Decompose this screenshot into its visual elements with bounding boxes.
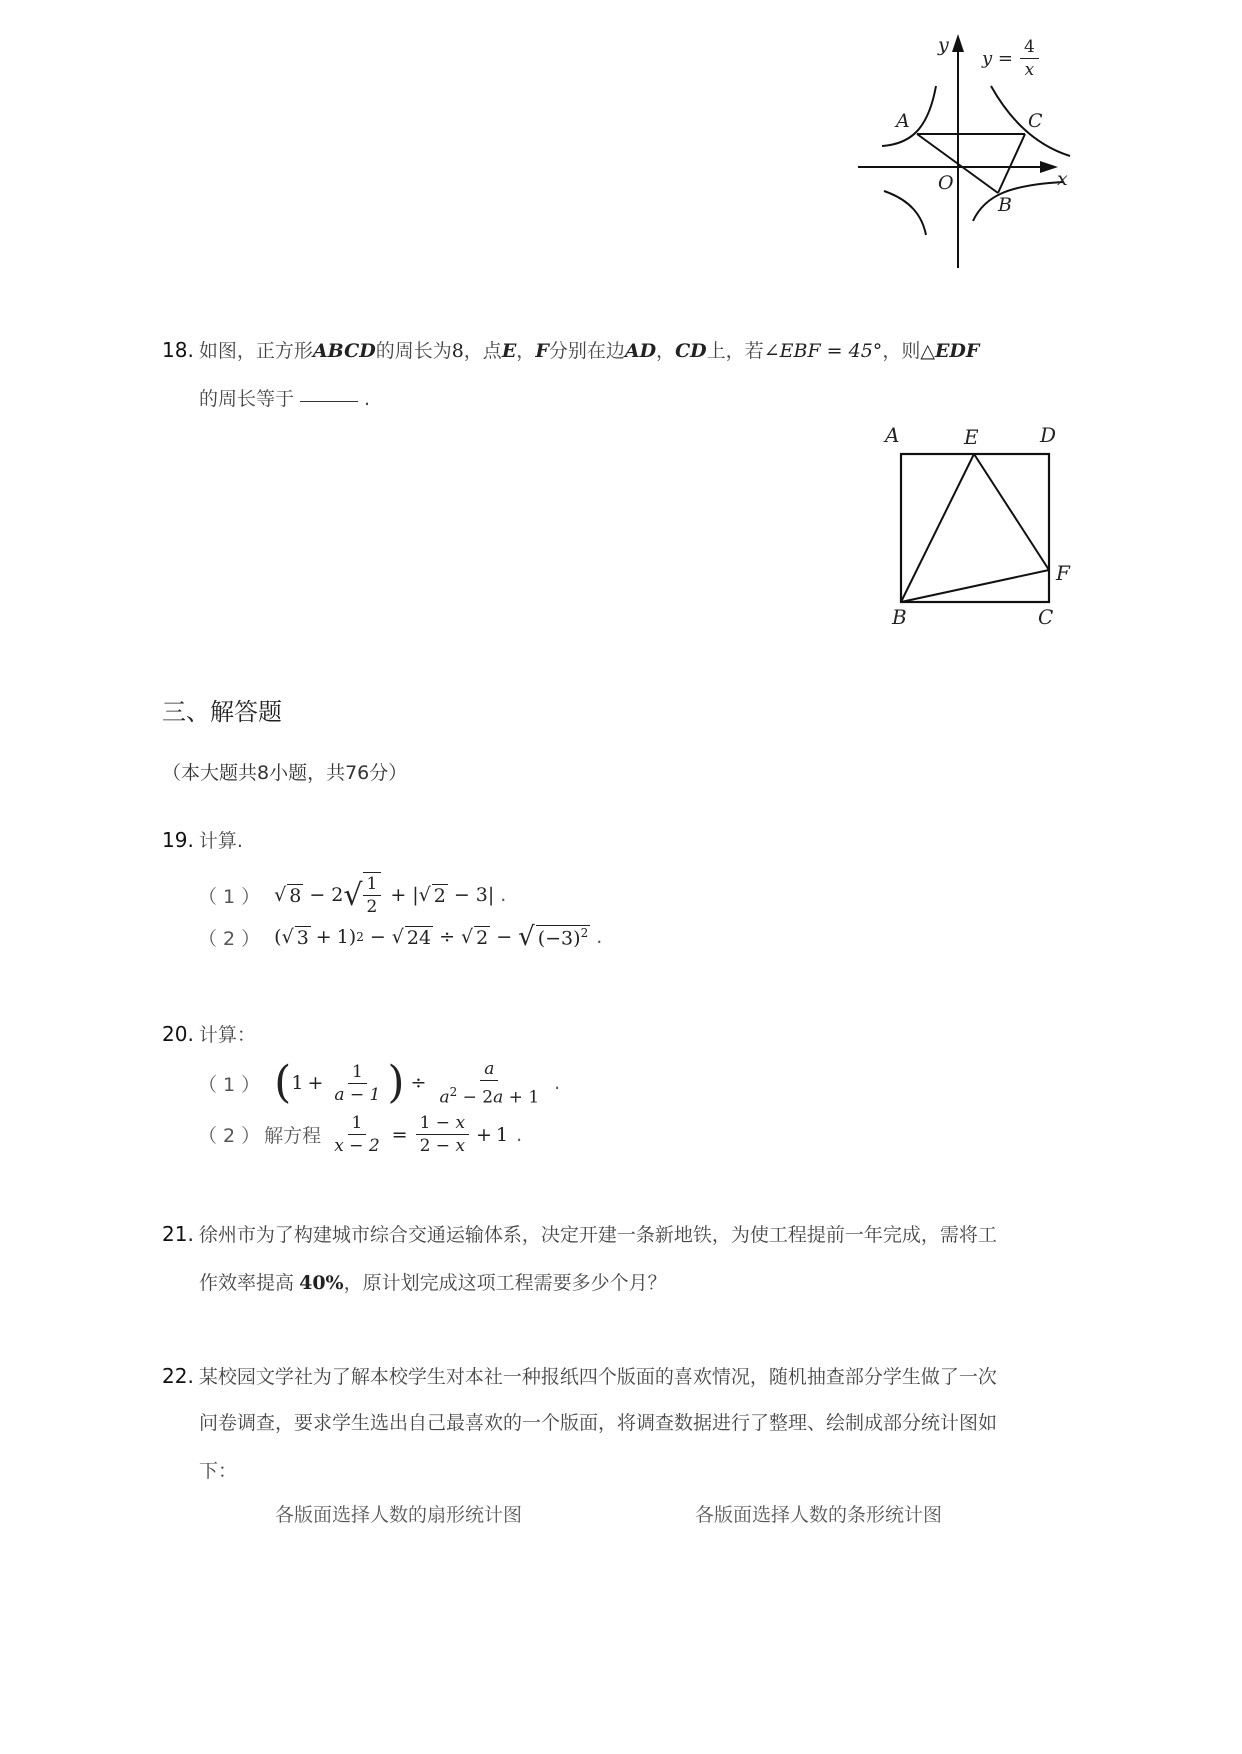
pie-chart-title: 各版面选择人数的扇形统计图 xyxy=(275,1504,523,1526)
part-label: （ 1 ） xyxy=(198,885,261,908)
question-20-part-2: （ 2 ） 解方程 $\frac{1}{x - 2}$ = $\frac{1 - x}{2 - x}$ + 1 . xyxy=(198,1113,523,1156)
vertex-f-label: F xyxy=(1056,561,1070,585)
vertex-e-label: E xyxy=(964,425,979,449)
section-title: 三、解答题 xyxy=(162,698,282,726)
question-19: 19. 计算. xyxy=(162,828,243,852)
y-axis-label: y xyxy=(938,34,949,56)
question-number: 21. xyxy=(162,1222,194,1246)
question-22-line2: 问卷调查，要求学生选出自己最喜欢的一个版面，将调查数据进行了整理、绘制成部分统计图如 xyxy=(199,1412,998,1434)
question-21: 21. 徐州市为了构建城市综合交通运输体系，决定开建一条新地铁，为使工程提前一年完成，需将工 xyxy=(162,1222,997,1246)
question-number: 18. xyxy=(162,338,194,362)
vertex-c-label: C xyxy=(1038,605,1054,629)
question-18-line2: 的周长等于 . xyxy=(199,388,371,410)
part-label: （ 2 ） xyxy=(198,927,261,950)
x-axis-label: x xyxy=(1057,168,1068,190)
question-22: 22. 某校园文学社为了解本校学生对本社一种报纸四个版面的喜欢情况，随机抽查部分学生做了一次 xyxy=(162,1364,997,1388)
math-expression: √ 8 − 2 √ $\frac{1}{2}$ + | √ 2 − 3| xyxy=(274,874,495,917)
question-19-part-1: （ 1 ） √ 8 − 2 √ $\frac{1}{2}$ + | √ 2 − 3| . xyxy=(198,874,507,917)
function-label xyxy=(982,36,1042,81)
section-note: （本大题共8小题，共76分） xyxy=(162,762,408,784)
math-expression: $\frac{1}{x - 2}$ = $\frac{1 - x}{2 - x}$ + 1 xyxy=(334,1113,509,1156)
point-c-label: C xyxy=(1028,110,1043,132)
part-label: （ 2 ） xyxy=(198,1125,261,1147)
question-number: 19. xyxy=(162,828,194,852)
question-19-part-2: （ 2 ） ( √ 3 + 1) 2 − √ 24 ÷ √ 2 − √ $(-3)^2$ . xyxy=(198,922,603,952)
bar-chart-title: 各版面选择人数的条形统计图 xyxy=(695,1504,943,1526)
function-lhs: y = xyxy=(982,48,1013,69)
hyperbola-graph-svg xyxy=(850,30,1080,280)
math-expression: ( √ 3 + 1) 2 − √ 24 ÷ √ 2 − √ $(-3)^2$ xyxy=(274,922,589,952)
question-number: 22. xyxy=(162,1364,194,1388)
part-label: （ 1 ） xyxy=(198,1073,261,1096)
origin-label: O xyxy=(938,172,954,194)
question-20: 20. 计算： xyxy=(162,1022,256,1046)
point-a-label: A xyxy=(896,110,910,132)
question-number: 20. xyxy=(162,1022,194,1046)
point-b-label: B xyxy=(998,194,1012,216)
hyperbola-figure xyxy=(850,30,1080,280)
vertex-d-label: D xyxy=(1040,423,1057,447)
vertex-b-label: B xyxy=(892,605,907,629)
math-expression: ( 1 + $\frac{1}{a - 1}$ ) ÷ $\frac{a}{a^2 - 2a + 1}$ xyxy=(274,1057,540,1109)
question-20-part-1: （ 1 ） ( 1 + $\frac{1}{a - 1}$ ) ÷ $\frac{a}{a^2 - 2a + 1}$ . xyxy=(198,1057,561,1109)
question-21-line2: 作效率提高 40%，原计划完成这项工程需要多少个月？ xyxy=(199,1272,667,1294)
square-figure xyxy=(870,415,1080,635)
function-fraction: $\frac{4}{x}$ xyxy=(1020,36,1039,81)
question-18: 18. 如图，正方形ABCD的周长为8，点E，F分别在边AD，CD上，若∠EBF = 45°，则△EDF xyxy=(162,338,980,362)
vertex-a-label: A xyxy=(885,423,900,447)
answer-blank[interactable] xyxy=(300,401,358,402)
question-22-line3: 下： xyxy=(199,1460,238,1482)
